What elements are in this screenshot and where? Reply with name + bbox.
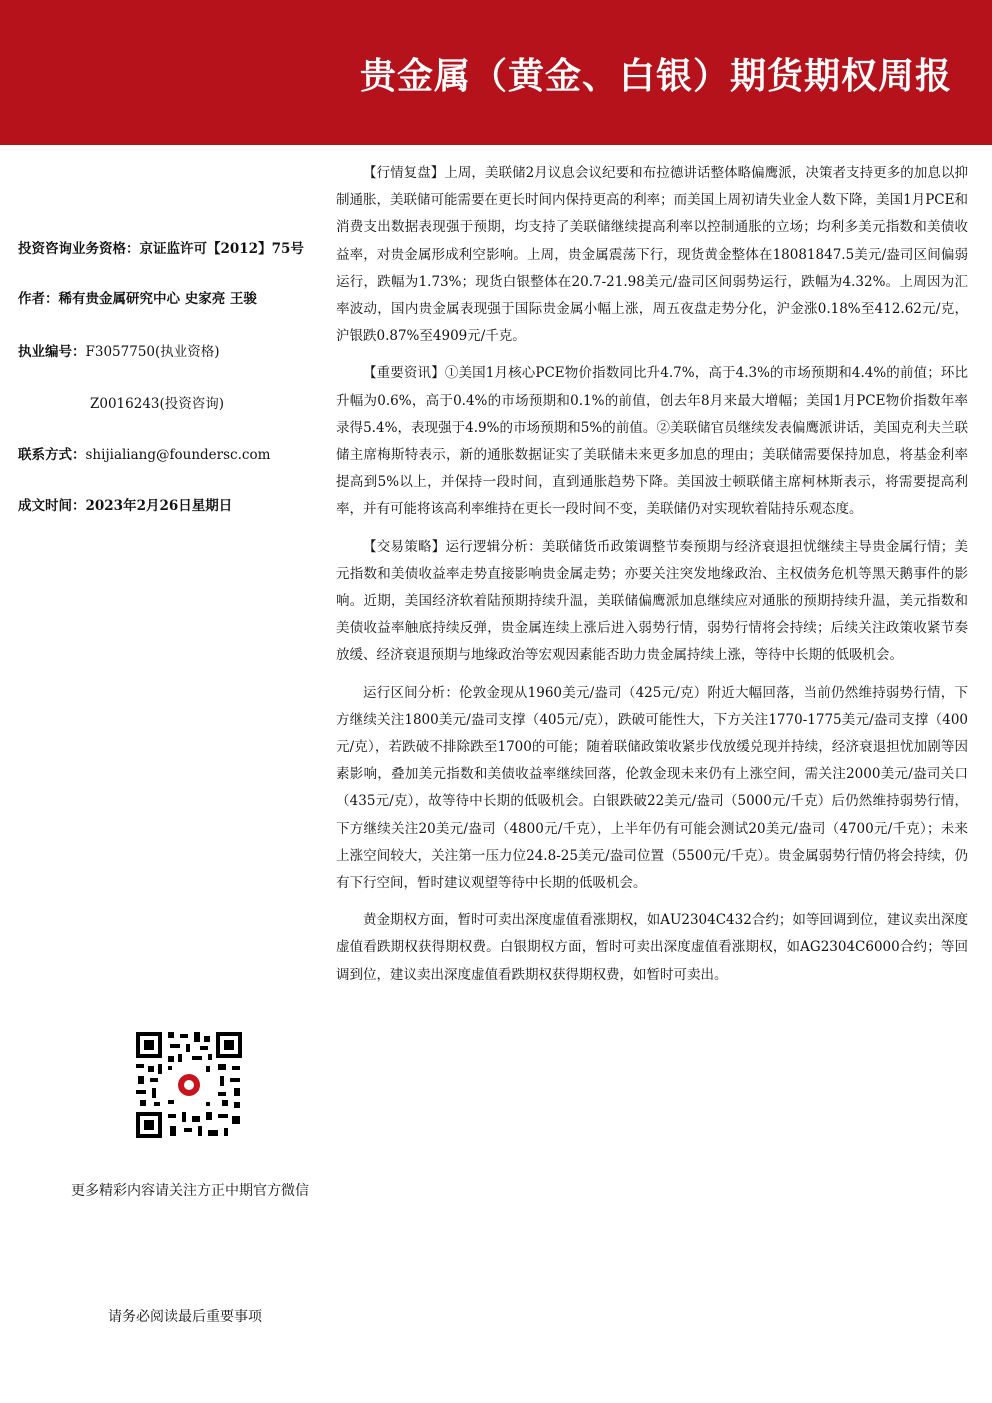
date-label: 成文时间： <box>18 498 86 514</box>
range-analysis-paragraph: 运行区间分析：伦敦金现从1960美元/盎司（425元/克）附近大幅回落，当前仍然维持弱势行情，下方继续关注1800美元/盎司支撑（405元/克），跌破可能性大，下方关注1770-1775美元/盎司支撑（400元/克），若跌破不排除跌至1700的可能；随着联储政策收紧步伐放缓兑现并持续，经济衰退担忧加剧等因素影响，叠加美元指数和美债收益率继续回落，伦敦金现未来仍有上涨空间，需关注2000美元/盎司关口（435元/克），故等待中长期的低吸机会。白银跌破22美元/盎司（5000元/千克）后仍然维持弱势行情，下方继续关注20美元/盎司（4800元/千克），上半年仍有可能会测试20美元/盎司（4700元/千克）；未来上涨空间较大，关注第一压力位24.8-25美元/盎司位置（5500元/千克）。贵金属弱势行情仍将会持续，仍有下行空间，暂时建议观望等待中长期的低吸机会。 <box>336 684 968 892</box>
report-title: 贵金属（黄金、白银）期货期权周报 <box>359 56 952 97</box>
license-label: 投资咨询业务资格： <box>18 241 140 257</box>
report-body <box>336 160 968 999</box>
practice-row-2 <box>90 394 224 414</box>
practice-value-1: F3057750(执业资格) <box>85 344 220 360</box>
practice-row <box>18 342 220 362</box>
header-band <box>0 0 992 145</box>
key-news-paragraph: 【重要资讯】①美国1月核心PCE物价指数同比升4.7%，高于4.3%的市场预期和4.4%的前值；环比升幅为0.6%，高于0.4%的市场预期和0.1%的前值，创去年8月来最大增幅；美国1月PCE物价指数年率录得5.4%，表现强于4.9%的市场预期和5%的前值。②美联储官员继续发表偏鹰派讲话，美国克利夫兰联储主席梅斯特表示，新的通胀数据证实了美联储未来更多加息的理由；美联储需要保持加息，将基金利率提高到5%以上，并保持一段时间，直到通胀趋势下降。美国波士顿联储主席柯林斯表示，将需要提高利率，并有可能将该高利率维持在更长一段时间不变，美联储仍对实现软着陆持乐观态度。 <box>336 365 968 518</box>
contact-email[interactable]: shijialiang@foundersc.com <box>85 447 271 463</box>
contact-row <box>18 445 270 465</box>
author-value: 稀有贵金属研究中心 史家亮 王骏 <box>58 291 257 307</box>
market-review-paragraph: 【行情复盘】上周，美联储2月议息会议纪要和布拉德讲话整体略偏鹰派，决策者支持更多的加息以抑制通胀，美联储可能需要在更长时间内保持更高的利率；而美国上周初请失业金人数下降，美国1月PCE和消费支出数据表现强于预期，均支持了美联储继续提高利率以控制通胀的立场；均利多美元指数和美债收益率，对贵金属形成利空影响。上周，贵金属震荡下行，现货黄金整体在18081847.5美元/盎司区间偏弱运行，跌幅为1.73%；现货白银整体在20.7-21.98美元/盎司区间弱势运行，跌幅为4.32%。上周因为汇率波动，国内贵金属表现强于国际贵金属小幅上涨，周五夜盘走势分化，沪金涨0.18%至412.62元/克，沪银跌0.87%至4909元/千克。 <box>336 165 968 345</box>
contact-label: 联系方式： <box>18 447 86 463</box>
practice-label: 执业编号： <box>18 344 86 360</box>
date-row <box>18 496 232 516</box>
license-value: 京证监许可【2012】75号 <box>139 241 304 257</box>
author-label: 作者： <box>18 291 59 307</box>
options-strategy-paragraph: 黄金期权方面，暂时可卖出深度虚值看涨期权，如AU2304C432合约；如等回调到位，建议卖出深度虚值看跌期权获得期权费。白银期权方面，暂时可卖出深度虚值看涨期权，如AG2304C6000合约；等回调到位，建议卖出深度虚值看跌期权获得期权费，如暂时可卖出。 <box>336 912 968 983</box>
author-row <box>18 289 257 309</box>
wechat-follow-note: 更多精彩内容请关注方正中期官方微信 <box>71 1183 309 1199</box>
date-value: 2023年2月26日星期日 <box>85 498 233 514</box>
sidebar <box>0 145 320 1403</box>
practice-value-2: Z0016243(投资咨询) <box>90 396 225 412</box>
wechat-qr-code <box>134 1030 244 1140</box>
important-notice-note: 请务必阅读最后重要事项 <box>108 1309 262 1325</box>
trading-strategy-paragraph: 【交易策略】运行逻辑分析：美联储货币政策调整节奏预期与经济衰退担忧继续主导贵金属行情；美元指数和美债收益率走势直接影响贵金属走势；亦要关注突发地缘政治、主权债务危机等黑天鹅事件的影响。近期，美国经济软着陆预期持续升温，美联储偏鹰派加息继续应对通胀的预期持续升温，美元指数和美债收益率触底持续反弹，贵金属连续上涨后进入弱势行情，弱势行情将会持续；后续关注政策收紧节奏放缓、经济衰退预期与地缘政治等宏观因素能否助力贵金属持续上涨，等待中长期的低吸机会。 <box>336 538 968 664</box>
license-row <box>18 239 304 259</box>
